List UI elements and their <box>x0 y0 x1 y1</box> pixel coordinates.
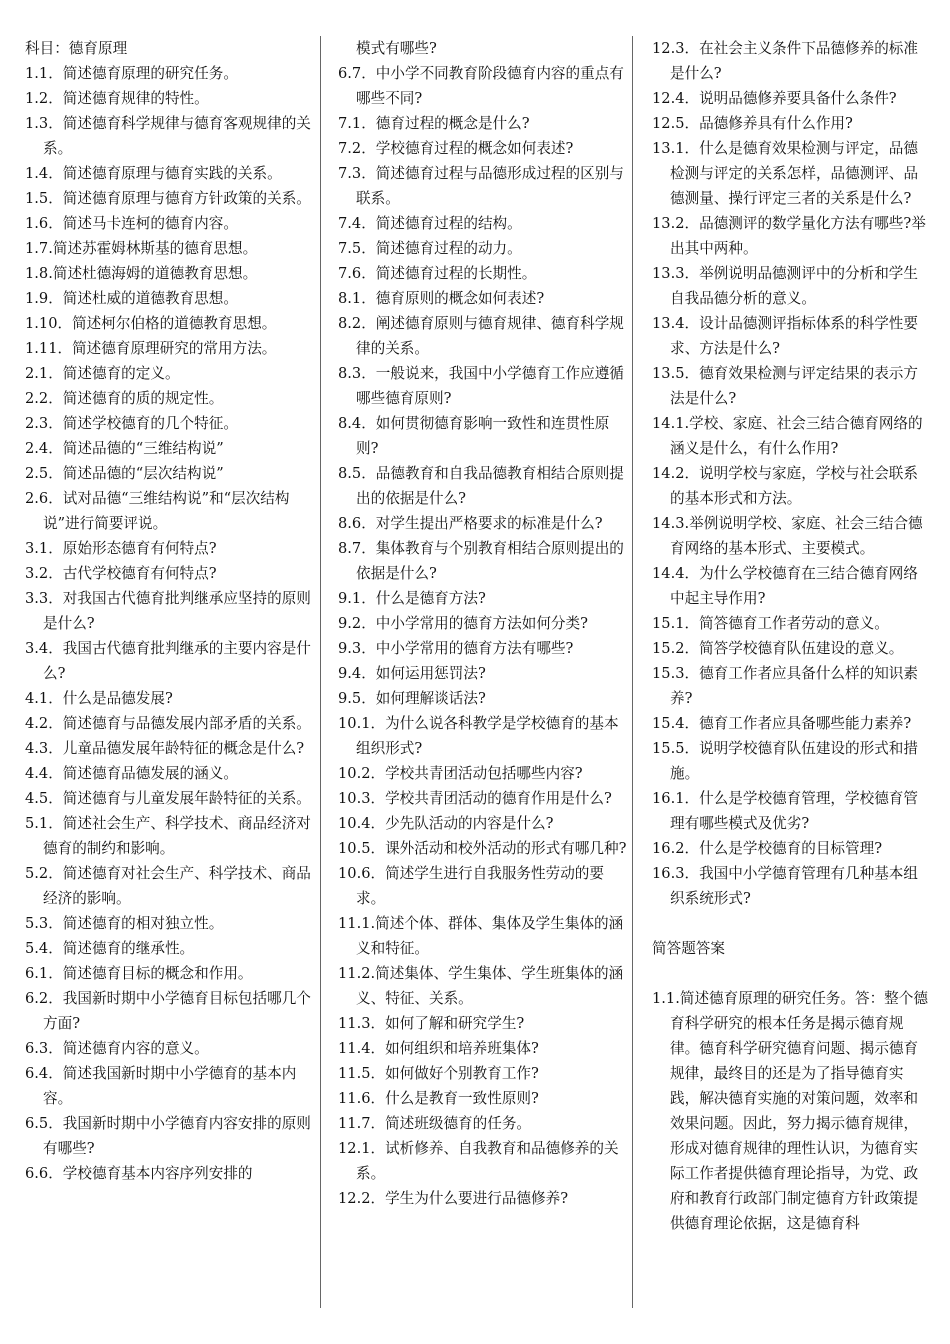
subject-heading: 科目：德育原理 <box>25 40 128 57</box>
question-item: 2.4．简述品德的“三维结构说” <box>25 440 224 457</box>
question-item: 6.1．简述德育目标的概念和作用。 <box>25 965 253 982</box>
question-item: 1.11．简述德育原理研究的常用方法。 <box>25 340 277 357</box>
question-item: 10.6．简述学生进行自我服务性劳动的要求。 <box>338 865 604 907</box>
question-item: 13.1．什么是德育效果检测与评定，品德检测与评定的关系怎样，品德测评、品德测量、操行评定三者的关系是什么? <box>652 140 919 207</box>
question-item: 12.1．试析修养、自我教育和品德修养的关系。 <box>338 1140 619 1182</box>
question-item: 1.3．简述德育科学规律与德育客观规律的关系。 <box>25 115 311 157</box>
question-item: 2.5．简述品德的“层次结构说” <box>25 465 224 482</box>
question-item: 8.2．阐述德育原则与德育规律、德育科学规律的关系。 <box>338 315 624 357</box>
question-list-1 <box>25 36 315 1186</box>
question-item: 1.6．简述马卡连柯的德育内容。 <box>25 215 238 232</box>
question-item: 8.6．对学生提出严格要求的标准是什么? <box>338 515 603 532</box>
question-item: 11.6．什么是教育一致性原则? <box>338 1090 539 1107</box>
question-item: 1.1．简述德育原理的研究任务。 <box>25 65 238 82</box>
question-item: 3.1．原始形态德育有何特点? <box>25 540 217 557</box>
question-item: 12.5．品德修养具有什么作用? <box>652 115 853 132</box>
question-item: 9.1．什么是德育方法? <box>338 590 486 607</box>
question-item: 11.3．如何了解和研究学生? <box>338 1015 525 1032</box>
question-item: 7.4．简述德育过程的结构。 <box>338 215 522 232</box>
question-item: 6.6．学校德育基本内容序列安排的 <box>25 1165 253 1182</box>
question-item: 1.8.简述杜德海姆的道德教育思想。 <box>25 265 258 282</box>
question-item: 2.2．简述德育的质的规定性。 <box>25 390 224 407</box>
question-item: 11.4．如何组织和培养班集体? <box>338 1040 539 1057</box>
question-item: 3.2．古代学校德育有何特点? <box>25 565 217 582</box>
question-item: 15.1．简答德育工作者劳动的意义。 <box>652 615 889 632</box>
question-item: 5.3．简述德育的相对独立性。 <box>25 915 224 932</box>
question-item: 7.3．简述德育过程与品德形成过程的区别与联系。 <box>338 165 624 207</box>
question-item: 12.4．说明品德修养要具备什么条件? <box>652 90 897 107</box>
question-item: 13.3．举例说明品德测评中的分析和学生自我品德分析的意义。 <box>652 265 918 307</box>
column-divider-2 <box>632 36 633 1308</box>
question-item: 1.5．简述德育原理与德育方针政策的关系。 <box>25 190 311 207</box>
question-item: 8.4．如何贯彻德育影响一致性和连贯性原则? <box>338 415 610 457</box>
question-item: 13.5．德育效果检测与评定结果的表示方法是什么? <box>652 365 918 407</box>
question-item: 8.3．一般说来，我国中小学德育工作应遵循哪些德育原则? <box>338 365 624 407</box>
question-item: 10.3．学校共青团活动的德育作用是什么? <box>338 790 612 807</box>
question-list-3 <box>652 36 932 911</box>
question-item: 4.3．儿童品德发展年龄特征的概念是什么? <box>25 740 305 757</box>
question-item: 5.4．简述德育的继承性。 <box>25 940 195 957</box>
question-item: 10.2．学校共青团活动包括哪些内容? <box>338 765 583 782</box>
question-item: 15.2．简答学校德育队伍建设的意义。 <box>652 640 904 657</box>
question-item: 4.5．简述德育与儿童发展年龄特征的关系。 <box>25 790 311 807</box>
question-item: 3.4．我国古代德育批判继承的主要内容是什么? <box>25 640 311 682</box>
question-item: 1.7.简述苏霍姆林斯基的德育思想。 <box>25 240 258 257</box>
question-item: 9.4．如何运用惩罚法? <box>338 665 486 682</box>
question-item: 5.2．简述德育对社会生产、科学技术、商品经济的影响。 <box>25 865 311 907</box>
question-item: 6.3．简述德育内容的意义。 <box>25 1040 209 1057</box>
question-item: 4.1．什么是品德发展? <box>25 690 173 707</box>
question-item: 13.2．品德测评的数学量化方法有哪些?举出其中两种。 <box>652 215 926 257</box>
question-item: 8.7．集体教育与个别教育相结合原则提出的依据是什么? <box>338 540 624 582</box>
question-item: 10.4．少先队活动的内容是什么? <box>338 815 554 832</box>
question-list-2 <box>338 36 628 1211</box>
question-item: 15.5．说明学校德育队伍建设的形式和措施。 <box>652 740 918 782</box>
spacer <box>652 911 932 936</box>
question-item: 9.2．中小学常用的德育方法如何分类? <box>338 615 588 632</box>
question-item: 11.5．如何做好个别教育工作? <box>338 1065 539 1082</box>
column-divider-1 <box>320 36 321 1308</box>
question-item: 7.5．简述德育过程的动力。 <box>338 240 522 257</box>
question-item: 1.2．简述德育规律的特性。 <box>25 90 209 107</box>
answer-paragraph: 1.1.简述德育原理的研究任务。答：整个德育科学研究的根本任务是揭示德育规律。德育科学研究德育问题、揭示德育规律，最终目的还是为了指导德育实践，解决德育实施的对策问题，效率和效果问题。因此，努力揭示德育规律，形成对德育规律的理性认识，为德育实际工作者提供德育理论指导，为党、政府和教育行政部门制定德育方针政策提供德育理论依据，这是德育科 <box>652 990 928 1232</box>
question-item: 5.1．简述社会生产、科学技术、商品经济对德育的制约和影响。 <box>25 815 311 857</box>
question-item: 13.4．设计品德测评指标体系的科学性要求、方法是什么? <box>652 315 918 357</box>
question-item: 16.1．什么是学校德育管理，学校德育管理有哪些模式及优劣? <box>652 790 918 832</box>
question-item: 3.3．对我国古代德育批判继承应坚持的原则是什么? <box>25 590 311 632</box>
question-item: 7.6．简述德育过程的长期性。 <box>338 265 537 282</box>
question-item: 9.3．中小学常用的德育方法有哪些? <box>338 640 574 657</box>
question-item: 14.4．为什么学校德育在三结合德育网络中起主导作用? <box>652 565 918 607</box>
question-item: 14.1.学校、家庭、社会三结合德育网络的涵义是什么，有什么作用? <box>652 415 923 457</box>
question-item: 1.10．简述柯尔伯格的道德教育思想。 <box>25 315 277 332</box>
question-item: 1.4．简述德育原理与德育实践的关系。 <box>25 165 282 182</box>
question-item: 模式有哪些? <box>356 40 437 57</box>
question-item: 4.4．简述德育品德发展的涵义。 <box>25 765 238 782</box>
question-column-1 <box>25 36 315 1186</box>
question-item: 1.9．简述杜威的道德教育思想。 <box>25 290 238 307</box>
question-column-2 <box>338 36 628 1211</box>
question-item: 16.3．我国中小学德育管理有几种基本组织系统形式? <box>652 865 918 907</box>
answers-section-title: 简答题答案 <box>652 940 725 957</box>
question-item: 11.2.简述集体、学生集体、学生班集体的涵义、特征、关系。 <box>338 965 624 1007</box>
question-item: 8.1．德育原则的概念如何表述? <box>338 290 545 307</box>
question-item: 2.6．试对品德“三维结构说”和“层次结构说”进行简要评说。 <box>25 490 290 532</box>
question-item: 15.4．德育工作者应具备哪些能力素养? <box>652 715 912 732</box>
question-item: 11.7．简述班级德育的任务。 <box>338 1115 532 1132</box>
question-item: 14.2．说明学校与家庭，学校与社会联系的基本形式和方法。 <box>652 465 918 507</box>
question-item: 6.5．我国新时期中小学德育内容安排的原则有哪些? <box>25 1115 311 1157</box>
spacer <box>652 961 932 986</box>
question-item: 9.5．如何理解谈话法? <box>338 690 486 707</box>
question-item: 14.3.举例说明学校、家庭、社会三结合德育网络的基本形式、主要模式。 <box>652 515 923 557</box>
question-item: 6.2．我国新时期中小学德育目标包括哪几个方面? <box>25 990 311 1032</box>
question-item: 2.3．简述学校德育的几个特征。 <box>25 415 238 432</box>
question-item: 12.2．学生为什么要进行品德修养? <box>338 1190 569 1207</box>
question-item: 16.2．什么是学校德育的目标管理? <box>652 840 883 857</box>
question-item: 11.1.简述个体、群体、集体及学生集体的涵义和特征。 <box>338 915 624 957</box>
question-item: 10.1．为什么说各科教学是学校德育的基本组织形式? <box>338 715 619 757</box>
question-item: 4.2．简述德育与品德发展内部矛盾的关系。 <box>25 715 311 732</box>
question-item: 7.1．德育过程的概念是什么? <box>338 115 530 132</box>
question-item: 8.5．品德教育和自我品德教育相结合原则提出的依据是什么? <box>338 465 624 507</box>
question-item: 6.4．简述我国新时期中小学德育的基本内容。 <box>25 1065 297 1107</box>
question-item: 15.3．德育工作者应具备什么样的知识素养? <box>652 665 918 707</box>
question-item: 10.5．课外活动和校外活动的形式有哪几种? <box>338 840 627 857</box>
question-column-3 <box>652 36 932 1236</box>
question-item: 12.3．在社会主义条件下品德修养的标准是什么? <box>652 40 918 82</box>
question-item: 6.7．中小学不同教育阶段德育内容的重点有哪些不同? <box>338 65 624 107</box>
question-item: 7.2．学校德育过程的概念如何表述? <box>338 140 574 157</box>
question-item: 2.1．简述德育的定义。 <box>25 365 180 382</box>
